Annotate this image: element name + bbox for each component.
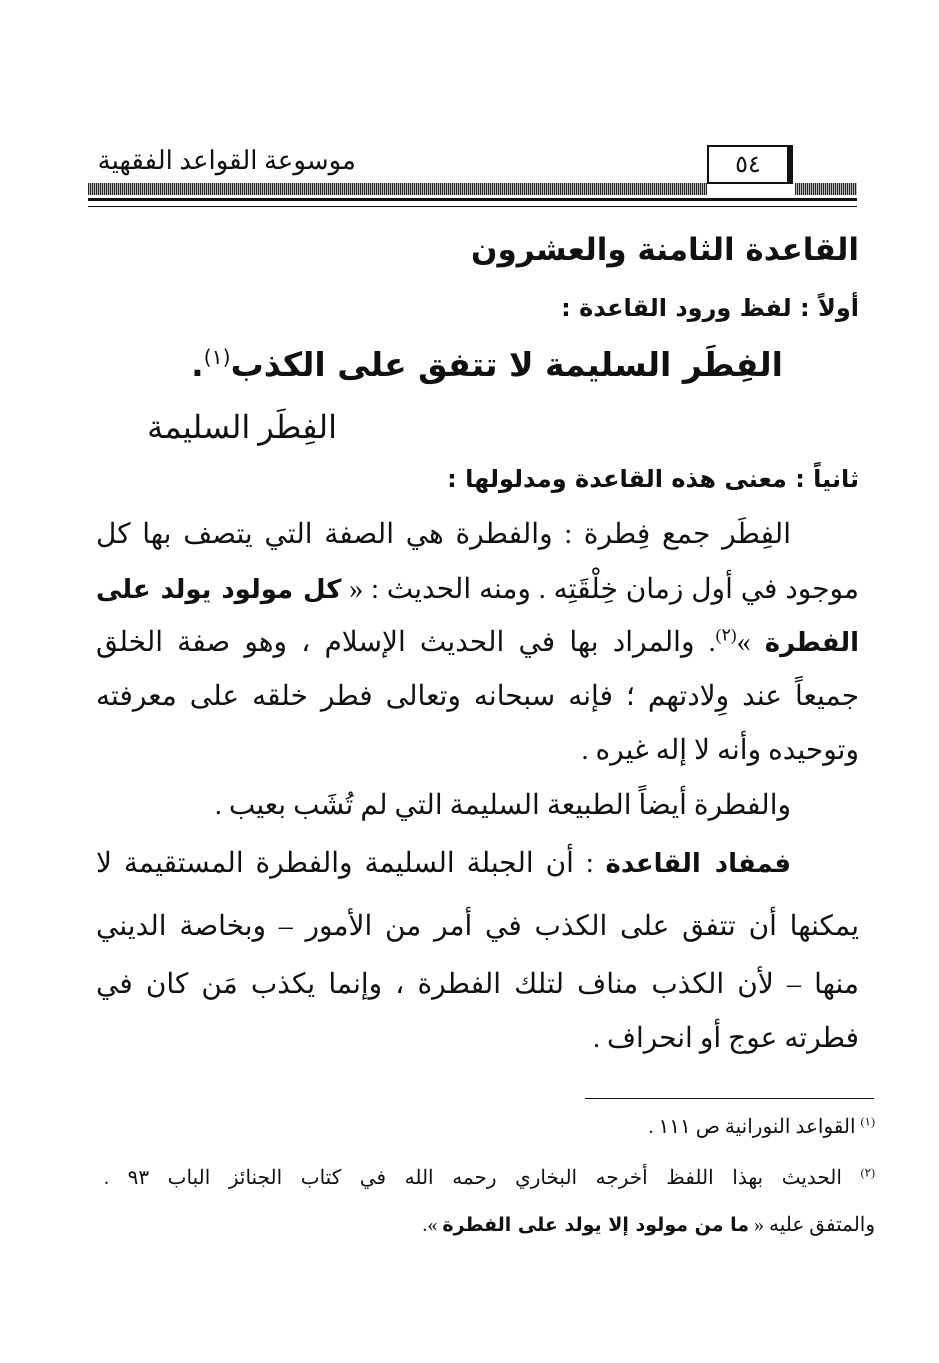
- header-hatched-band-right: [795, 183, 857, 195]
- footnote-ref-2: (٢): [715, 625, 737, 645]
- body-line: منها – لأن الكذب مناف لتلك الفطرة ، وإنما يكذب مَن كان في: [96, 969, 859, 1000]
- body-line: الفِطَر جمع فِطرة : والفطرة هي الصفة التي يتصف بها كل: [96, 519, 791, 550]
- hadith-quote: كل مولود يولد على: [96, 575, 342, 605]
- quote-mark: ».: [422, 1214, 438, 1236]
- body-line: والفطرة أيضاً الطبيعة السليمة التي لم تُشَب بعيب .: [214, 790, 791, 821]
- footnote-2: [104, 1165, 875, 1190]
- rule-statement: [191, 345, 783, 384]
- paragraph-label: فمفاد القاعدة: [605, 849, 792, 879]
- running-header-title: موسوعة القواعد الفقهية: [97, 146, 356, 175]
- footnote-text: الحديث بهذا اللفظ أخرجه البخاري رحمه الله في كتاب الجنائز الباب ٩٣ .: [104, 1167, 842, 1189]
- footnote-hadith-quote: ما من مولود إلا يولد على الفطرة: [442, 1214, 749, 1236]
- section-heading-meaning: ثانياً : معنى هذه القاعدة ومدلولها :: [447, 465, 859, 493]
- footnote-ref-1: (١): [203, 345, 231, 369]
- section-heading-wording: أولاً : لفظ ورود القاعدة :: [561, 294, 859, 322]
- body-line: يمكنها أن تتفق على الكذب في أمر من الأمور – وبخاصة الديني: [96, 911, 859, 942]
- footnote-2-continued: [422, 1212, 875, 1237]
- hadith-quote-end: الفطرة: [764, 628, 859, 658]
- rule-statement-text: الفِطَر السليمة لا تتفق على الكذب: [230, 345, 783, 384]
- rule-statement-end: .: [191, 345, 204, 384]
- page-number: ٥٤: [707, 145, 793, 184]
- footnote-1: [648, 1114, 875, 1139]
- header-rule-thin: [88, 206, 857, 207]
- footnote-separator: [585, 1098, 874, 1099]
- footnote-text: والمتفق عليه «: [753, 1214, 875, 1236]
- handwritten-annotation: الفِطَر السليمة: [147, 409, 337, 445]
- body-text: . والمراد بها في الحديث الإسلام ، وهو صفة الخلق: [96, 627, 716, 658]
- footnote-text: القواعد النورانية ص ١١١ .: [648, 1116, 856, 1138]
- body-text: : أن الجبلة السليمة والفطرة المستقيمة لا: [96, 848, 594, 879]
- rule-title: القاعدة الثامنة والعشرون: [471, 232, 859, 268]
- body-line: [96, 846, 791, 880]
- body-line: [96, 625, 859, 659]
- body-line: جميعاً عند وِلادتهم ؛ فإنه سبحانه وتعالى فطر خلقه على معرفته: [96, 681, 859, 712]
- quote-mark: »: [736, 627, 751, 658]
- body-line: فطرته عوج أو انحراف .: [592, 1023, 859, 1054]
- body-text: موجود في أول زمان خِلْقَتِه . ومنه الحديث : «: [349, 574, 859, 605]
- body-line: وتوحيده وأنه لا إله غيره .: [581, 735, 859, 766]
- header-hatched-band: [88, 183, 707, 195]
- footnote-mark: (١): [860, 1114, 875, 1129]
- footnote-mark: (٢): [860, 1165, 876, 1180]
- header-rule-thick: [88, 198, 857, 201]
- body-line: [96, 572, 859, 606]
